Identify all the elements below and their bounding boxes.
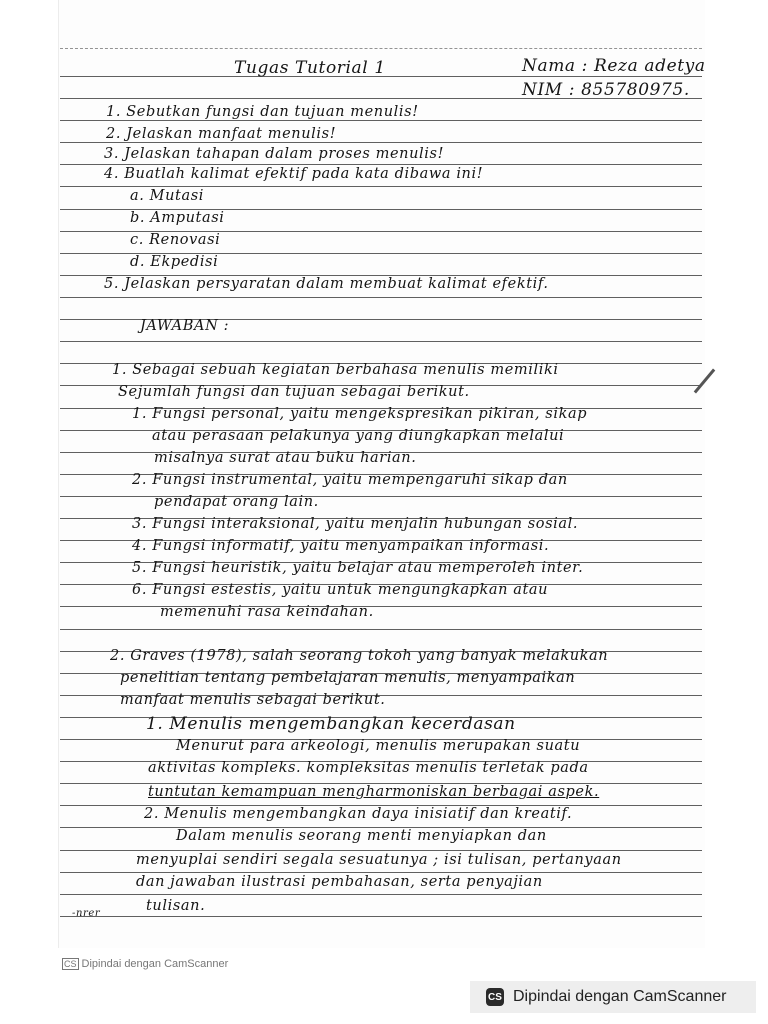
answer-line: misalnya surat atau buku harian.: [154, 450, 417, 466]
ruled-line: [60, 629, 702, 630]
question-line: 2. Jelaskan manfaat menulis!: [106, 126, 337, 142]
answer-line: tulisan.: [146, 898, 206, 914]
answer-line: 2. Graves (1978), salah seorang tokoh yang banyak melakukan: [110, 648, 609, 664]
answer-line: manfaat menulis sebagai berikut.: [120, 692, 386, 708]
answer-line: dan jawaban ilustrasi pembahasan, serta penyajian: [136, 874, 543, 890]
page-mark: -nrer: [72, 908, 101, 919]
badge-text: Dipindai dengan CamScanner: [513, 988, 727, 1005]
answer-line: 5. Fungsi heuristik, yaitu belajar atau memperoleh inter.: [132, 560, 584, 576]
ruled-line: [60, 916, 702, 917]
question-line: 5. Jelaskan persyaratan dalam membuat kalimat efektif.: [104, 276, 549, 292]
answer-line: 1. Fungsi personal, yaitu mengekspresikan pikiran, sikap: [132, 406, 588, 422]
question-line: 1. Sebutkan fungsi dan tujuan menulis!: [106, 104, 419, 120]
answer-line: pendapat orang lain.: [154, 494, 319, 510]
watermark-text: Dipindai dengan CamScanner: [81, 958, 229, 970]
camscanner-small-icon: CS: [64, 959, 77, 969]
question-line: b. Amputasi: [130, 210, 225, 226]
ruled-line: [60, 872, 702, 873]
camscanner-badge: [470, 981, 756, 1013]
ruled-line: [60, 894, 702, 895]
question-line: d. Ekpedisi: [130, 254, 219, 270]
ruled-line: [60, 850, 702, 851]
answer-line: 1. Menulis mengembangkan kecerdasan: [146, 714, 516, 734]
question-line: a. Mutasi: [130, 188, 204, 204]
ruled-line: [60, 606, 702, 607]
answer-line: menyuplai sendiri segala sesuatunya ; isi tulisan, pertanyaan: [136, 852, 622, 868]
answer-line: 2. Fungsi instrumental, yaitu mempengaruhi sikap dan: [132, 472, 568, 488]
answer-line: 4. Fungsi informatif, yaitu menyampaikan informasi.: [132, 538, 550, 554]
answer-line: 2. Menulis mengembangkan daya inisiatif dan kreatif.: [144, 806, 573, 822]
answer-line: atau perasaan pelakunya yang diungkapkan melalui: [152, 428, 565, 444]
ruled-line: [60, 48, 702, 49]
ruled-line: [60, 341, 702, 342]
student-nim: NIM : 855780975.: [522, 80, 690, 100]
question-line: c. Renovasi: [130, 232, 221, 248]
student-name: Nama : Reza adetya: [522, 56, 706, 76]
question-line: 4. Buatlah kalimat efektif pada kata dibawa ini!: [104, 166, 484, 182]
answer-heading: JAWABAN :: [140, 318, 230, 334]
answer-line: Sejumlah fungsi dan tujuan sebagai berikut.: [118, 384, 470, 400]
answer-line: Menurut para arkeologi, menulis merupakan suatu: [176, 738, 581, 754]
answer-line: 3. Fungsi interaksional, yaitu menjalin hubungan sosial.: [132, 516, 579, 532]
ruled-line: [60, 164, 702, 165]
answer-line: 1. Sebagai sebuah kegiatan berbahasa menulis memiliki: [112, 362, 559, 378]
ruled-line: [60, 120, 702, 121]
answer-line: penelitian tentang pembelajaran menulis, menyampaikan: [120, 670, 576, 686]
answer-line: 6. Fungsi estestis, yaitu untuk mengungkapkan atau: [132, 582, 549, 598]
answer-line: tuntutan kemampuan mengharmoniskan berbagai aspek.: [148, 784, 600, 800]
ruled-line: [60, 297, 702, 298]
camscanner-watermark: [62, 958, 228, 970]
answer-line: memenuhi rasa keindahan.: [160, 604, 374, 620]
ruled-line: [60, 186, 702, 187]
assignment-title: Tugas Tutorial 1: [234, 58, 386, 78]
ruled-line: [60, 142, 702, 143]
answer-line: aktivitas kompleks. kompleksitas menulis terletak pada: [148, 760, 589, 776]
answer-line: Dalam menulis seorang menti menyiapkan dan: [176, 828, 547, 844]
camscanner-logo-icon: CS: [486, 988, 504, 1006]
question-line: 3. Jelaskan tahapan dalam proses menulis!: [104, 146, 445, 162]
